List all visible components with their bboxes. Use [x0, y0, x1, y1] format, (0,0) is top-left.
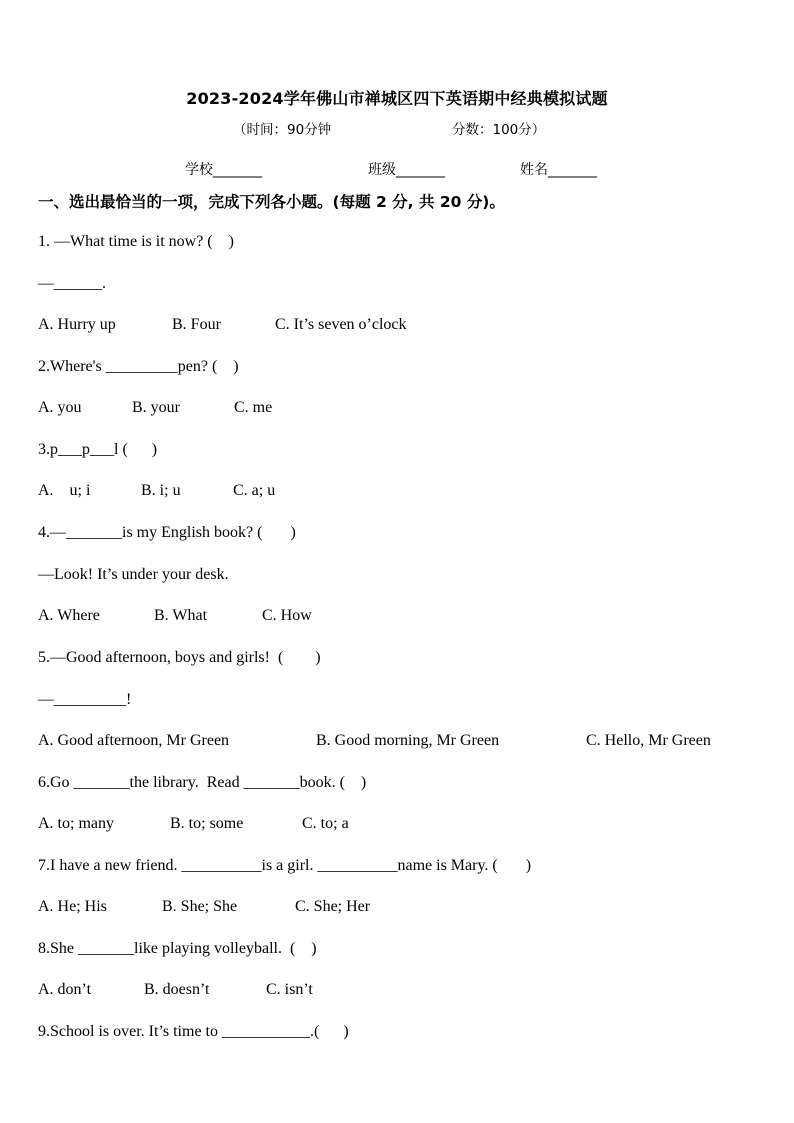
question-4-response: —Look! It’s under your desk.	[38, 566, 229, 583]
option-b: B. Good morning, Mr Green	[316, 732, 500, 749]
option-c: C. me	[234, 399, 273, 416]
option-a: A. Where	[38, 607, 100, 624]
question-4-options	[38, 607, 768, 629]
class-field: 班级_______	[368, 162, 445, 178]
option-c: C. It’s seven o’clock	[275, 316, 407, 333]
question-5-options	[38, 732, 768, 754]
question-8-options	[38, 981, 768, 1003]
option-b: B. Four	[172, 316, 221, 333]
option-c: C. She; Her	[295, 898, 371, 915]
school-field: 学校_______	[185, 162, 262, 178]
name-field: 姓名_______	[520, 162, 597, 178]
question-2-options	[38, 399, 768, 421]
question-5-stem: 5.—Good afternoon, boys and girls! ( )	[38, 649, 321, 666]
option-a: A. Hurry up	[38, 316, 116, 333]
option-a: A. to; many	[38, 815, 114, 832]
option-b: B. What	[154, 607, 208, 624]
question-2-stem: 2.Where's _________pen? ( )	[38, 358, 239, 375]
option-b: B. She; She	[162, 898, 238, 915]
option-c: C. How	[262, 607, 312, 624]
option-a: A. u; i	[38, 482, 91, 499]
student-fields	[0, 159, 794, 179]
option-a: A. Good afternoon, Mr Green	[38, 732, 230, 749]
option-b: B. i; u	[141, 482, 181, 499]
question-8-stem: 8.She _______like playing volleyball. ( )	[38, 940, 317, 957]
question-6-stem: 6.Go _______the library. Read _______book. ( )	[38, 774, 367, 791]
option-a: A. He; His	[38, 898, 107, 915]
question-9-stem: 9.School is over. It’s time to ___________.( )	[38, 1023, 349, 1040]
question-7-options	[38, 898, 768, 920]
exam-info	[0, 118, 794, 138]
question-1-response: —______.	[38, 275, 106, 292]
option-c: C. to; a	[302, 815, 349, 832]
question-3-stem: 3.p___p___l ( )	[38, 441, 158, 458]
question-5-response: —_________!	[38, 691, 132, 708]
exam-score: 分数：100分）	[452, 122, 546, 138]
question-4-stem: 4.—_______is my English book? ( )	[38, 524, 296, 541]
option-c: C. a; u	[233, 482, 276, 499]
exam-time: （时间：90分钟	[233, 122, 332, 138]
section-heading: 一、选出最恰当的一项，完成下列各小题。(每题 2 分, 共 20 分)。	[38, 193, 505, 211]
option-a: A. don’t	[38, 981, 92, 998]
option-b: B. doesn’t	[144, 981, 210, 998]
option-a: A. you	[38, 399, 82, 416]
option-b: B. to; some	[170, 815, 244, 832]
page-title: 2023-2024学年佛山市禅城区四下英语期中经典模拟试题	[186, 89, 608, 108]
question-6-options	[38, 815, 768, 837]
question-1-stem: 1. —What time is it now? ( )	[38, 233, 234, 250]
option-c: C. Hello, Mr Green	[586, 732, 711, 749]
question-3-options	[38, 482, 768, 504]
option-b: B. your	[132, 399, 180, 416]
option-c: C. isn’t	[266, 981, 313, 998]
question-1-options	[38, 316, 768, 338]
question-7-stem: 7.I have a new friend. __________is a girl. __________name is Mary. ( )	[38, 857, 532, 874]
